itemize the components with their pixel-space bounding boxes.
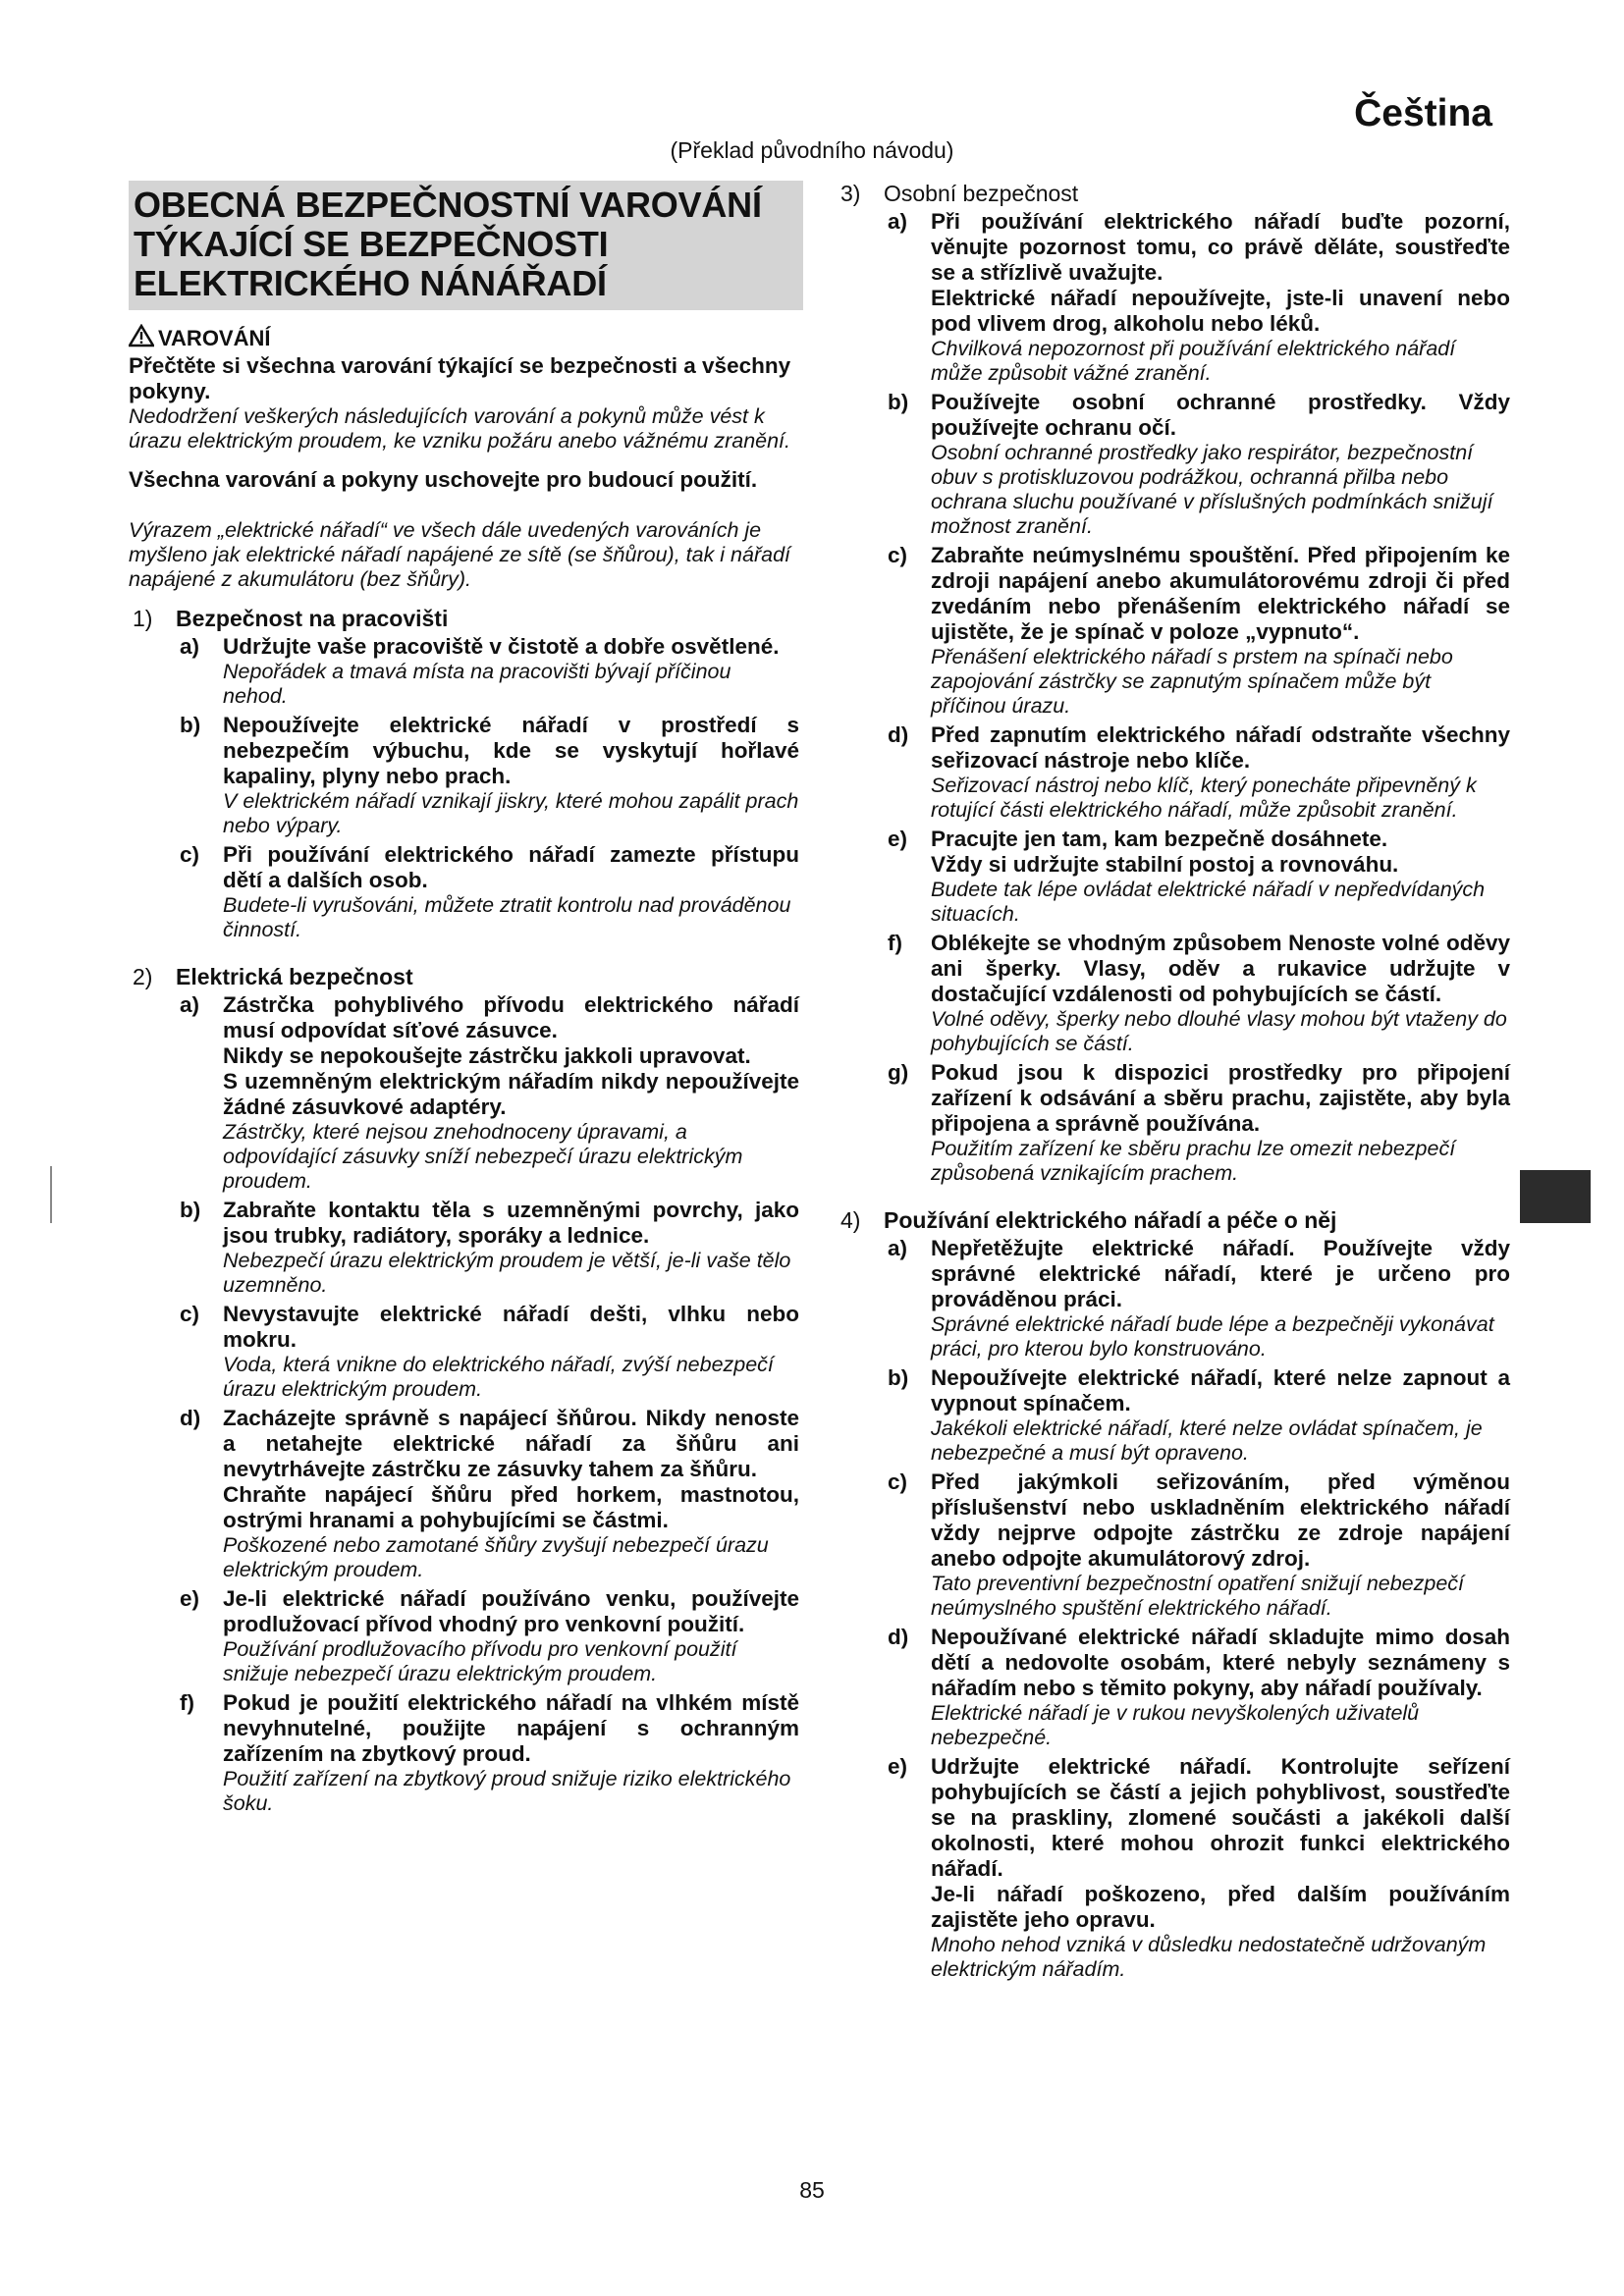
heading-line: OBECNÁ BEZPEČNOSTNÍ VAROVÁNÍ bbox=[134, 185, 762, 225]
section-work-area bbox=[133, 606, 803, 944]
intro-bold: Přečtěte si všechna varování týkající se bezpečnosti a všechny pokyny. bbox=[129, 353, 791, 403]
left-column bbox=[129, 181, 803, 1818]
list-item: b) Zabraňte kontaktu těla s uzemněnými povrchy, jako jsou trubky, radiátory, sporáky a lednice. Nebezpečí úrazu elektrickým proudem je větší, je-li vaše tělo uzemněno. bbox=[180, 1198, 799, 1297]
document-subtitle: (Překlad původního návodu) bbox=[670, 137, 954, 163]
warning-label: VAROVÁNÍ bbox=[158, 326, 271, 350]
list-item: c) Nevystavujte elektrické nářadí dešti, vlhku nebo mokru. Voda, která vnikne do elektrického nářadí, zvýší nebezpečí úrazu elektrickým proudem. bbox=[180, 1302, 799, 1401]
section-heading bbox=[129, 181, 803, 310]
section-electrical-safety bbox=[133, 964, 803, 1818]
list-item: a) Udržujte vaše pracoviště v čistotě a dobře osvětlené. Nepořádek a tmavá místa na pracovišti bývají příčinou nehod. bbox=[180, 634, 780, 708]
section-personal-safety bbox=[840, 181, 1514, 1188]
heading-line: ELEKTRICKÉHO NÁNÁŘADÍ bbox=[134, 263, 607, 303]
list-item: c) Zabraňte neúmyslnému spouštění. Před připojením ke zdroji napájení anebo akumulátorovému zdroji či před zvedáním nebo přenášením elektrického nářadí se ujistěte, že je spínač v poloze „vypnuto“. Přenášení elektrického nářadí s prstem na spínači nebo zapojování zástrčky se zapnutým spínačem může být příčinou úrazu. bbox=[888, 543, 1510, 718]
list-item: d) Zacházejte správně s napájecí šňůrou. Nikdy nenoste a netahejte elektrické nářadí za šňůru ani nevytrhávejte zástrčku ze zásuvky tahem za šňůru. Chraňte napájecí šňůru před horkem, mastnotou, ostrými hranami a pohybujícími se částmi. Poškozené nebo zamotané šňůry zvyšují nebezpečí úrazu elektrickým proudem. bbox=[180, 1406, 799, 1581]
list-item: b) Nepoužívejte elektrické nářadí, které nelze zapnout a vypnout spínačem. Jakékoli elektrické nářadí, které nelze ovládat spínačem, je nebezpečné a musí být opraveno. bbox=[888, 1365, 1510, 1465]
language-label: Čeština bbox=[1354, 92, 1492, 134]
list-item: d) Nepoužívané elektrické nářadí skladujte mimo dosah dětí a nedovolte osobám, které nebyly seznámeny s nářadím nebo s těmito pokyny, aby nářadí používaly. Elektrické nářadí je v rukou nevyškolených uživatelů nebezpečné. bbox=[888, 1625, 1510, 1749]
definition-text: Výrazem „elektrické nářadí“ ve všech dále uvedených varováních je myšleno jak elektrické nářadí napájené ze sítě (se šňůrou), tak i nářadí napájené z akumulátoru (bez šňůry). bbox=[129, 518, 791, 591]
list-item: b) Nepoužívejte elektrické nářadí v prostředí s nebezpečím výbuchu, kde se vyskytují hořlavé kapaliny, plyny nebo prach. V elektrickém nářadí vznikají jiskry, které mohou zapálit prach nebo výpary. bbox=[180, 713, 799, 837]
list-item: f) Pokud je použití elektrického nářadí na vlhkém místě nevyhnutelné, použijte napájení s ochranným zařízením na zbytkový proud. Použití zařízení na zbytkový proud snižuje riziko elektrického šoku. bbox=[180, 1690, 799, 1815]
list-item: e) Je-li elektrické nářadí používáno venku, používejte prodlužovací přívod vhodný pro venkovní použití. Používání prodlužovacího přívodu pro venkovní použití snižuje nebezpečí úrazu elektrickým proudem. bbox=[180, 1586, 799, 1685]
list-item: a) Při používání elektrického nářadí buďte pozorní, věnujte pozornost tomu, co právě děláte, soustřeďte se a střízlivě uvažujte. Elektrické nářadí nepoužívejte, jste-li unavení nebo pod vlivem drog, alkoholu nebo léků. Chvilková nepozornost při používání elektrického nářadí může způsobit vážné zranění. bbox=[888, 209, 1510, 385]
list-item: b) Používejte osobní ochranné prostředky. Vždy používejte ochranu očí. Osobní ochranné prostředky jako respirátor, bezpečnostní obuv s protiskluzovou podrážkou, ochranná přilba nebo ochrana sluchu používané v příslušných podmínkách snižují možnost zranění. bbox=[888, 390, 1510, 538]
section-title: 1) Bezpečnost na pracovišti bbox=[133, 606, 449, 631]
list-item: c) Při používání elektrického nářadí zamezte přístupu dětí a dalších osob. Budete-li vyrušováni, můžete ztratit kontrolu nad prováděnou činností. bbox=[180, 842, 799, 941]
section-tool-use-care bbox=[840, 1207, 1514, 1984]
page-number: 85 bbox=[799, 2177, 825, 2203]
list-item: c) Před jakýmkoli seřizováním, před výměnou příslušenství nebo uskladněním elektrického nářadí vždy nejprve odpojte zástrčku ze zdroje napájení anebo odpojte akumulátorový zdroj. Tato preventivní bezpečnostní opatření snižují nebezpečí neúmyslného spuštění elektrického nářadí. bbox=[888, 1469, 1510, 1620]
language-side-tab bbox=[1520, 1170, 1591, 1223]
section-title: 4) Používání elektrického nářadí a péče o něj bbox=[840, 1207, 1337, 1233]
list-item: e) Udržujte elektrické nářadí. Kontrolujte seřízení pohybujících se částí a jejich pohyblivost, soustřeďte se na praskliny, zlomené součásti a jakékoli další okolnosti, které mohou ohrozit funkci elektrického nářadí. Je-li nářadí poškozeno, před dalším používáním zajistěte jeho opravu. Mnoho nehod vzniká v důsledku nedostatečně udržovaným elektrickým nářadím. bbox=[888, 1754, 1510, 1981]
list-item: d) Před zapnutím elektrického nářadí odstraňte všechny seřizovací nástroje nebo klíče. Seřizovací nástroj nebo klíč, který ponecháte připevněný k rotující části elektrického nářadí, může způsobit zranění. bbox=[888, 722, 1510, 822]
intro-italic: Nedodržení veškerých následujících varování a pokynů může vést k úrazu elektrickým proudem, ke vzniku požáru anebo vážnému zranění. bbox=[129, 404, 791, 453]
warning-header bbox=[129, 324, 803, 353]
list-item: a) Nepřetěžujte elektrické nářadí. Používejte vždy správné elektrické nářadí, které je určeno pro prováděnou práci. Správné elektrické nářadí bude lépe a bezpečněji vykonávat práci, pro kterou bylo konstruováno. bbox=[888, 1236, 1510, 1361]
list-item: f) Oblékejte se vhodným způsobem Nenoste volné oděvy ani šperky. Vlasy, oděv a rukavice udržujte v dostačující vzdálenosti od pohybujících se částí. Volné oděvy, šperky nebo dlouhé vlasy mohou být vtaženy do pohybujících se částí. bbox=[888, 931, 1510, 1055]
right-column bbox=[837, 181, 1514, 1984]
section-title: 3) Osobní bezpečnost bbox=[840, 181, 1079, 206]
margin-mark bbox=[50, 1166, 52, 1223]
list-item: e) Pracujte jen tam, kam bezpečně dosáhnete. Vždy si udržujte stabilní postoj a rovnováhu. Budete tak lépe ovládat elektrické nářadí v nepředvídaných situacích. bbox=[888, 827, 1486, 926]
warning-triangle-icon bbox=[129, 324, 154, 353]
keep-instructions: Všechna varování a pokyny uschovejte pro budoucí použití. bbox=[129, 467, 758, 492]
list-item: g) Pokud jsou k dispozici prostředky pro připojení zařízení k odsávání a sběru prachu, zajistěte, aby byla připojena a správně používána. Použitím zařízení ke sběru prachu lze omezit nebezpečí způsobená vznikajícím prachem. bbox=[888, 1060, 1510, 1185]
list-item: a) Zástrčka pohyblivého přívodu elektrického nářadí musí odpovídat síťové zásuvce. Nikdy se nepokoušejte zástrčku jakkoli upravovat. S uzemněným elektrickým nářadím nikdy nepoužívejte žádné zásuvkové adaptéry. Zástrčky, které nejsou znehodnoceny úpravami, a odpovídající zásuvky sníží nebezpečí úrazu elektrickým proudem. bbox=[180, 992, 799, 1193]
heading-line: TÝKAJÍCÍ SE BEZPEČNOSTI bbox=[134, 224, 609, 264]
section-title: 2) Elektrická bezpečnost bbox=[133, 964, 413, 989]
